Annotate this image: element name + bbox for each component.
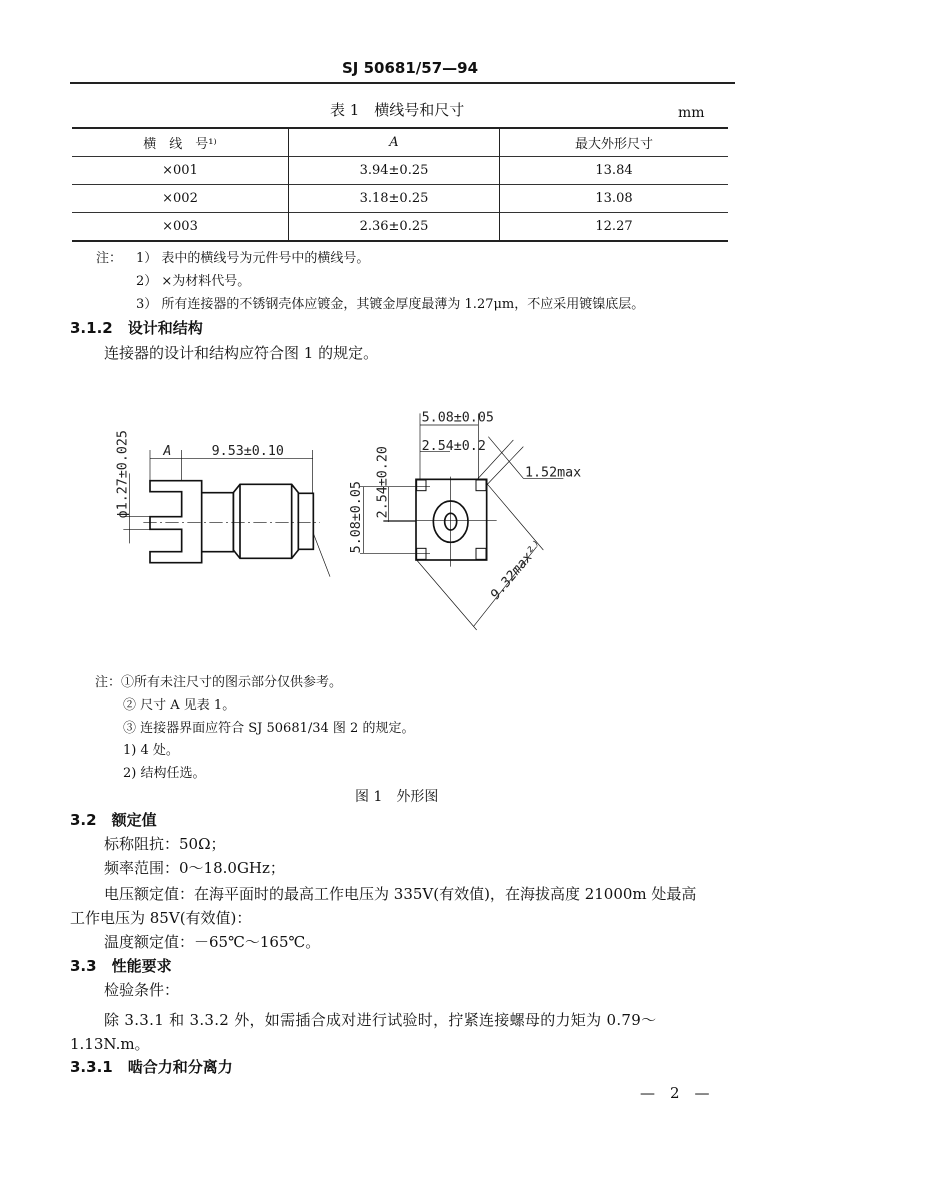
cell: 13.84: [500, 157, 729, 185]
figure-note: 1) 4 处。: [123, 743, 179, 758]
section-heading: 3.3 性能要求: [70, 957, 172, 975]
cell: ×002: [162, 191, 198, 206]
paragraph: 连接器的设计和结构应符合图 1 的规定。: [104, 344, 379, 362]
dimensions-table: [72, 127, 728, 242]
page-number: — 2 —: [640, 1084, 710, 1102]
table-row: [72, 157, 728, 185]
cell: 12.27: [500, 213, 729, 242]
table-caption: 表 1 横线号和尺寸: [330, 101, 465, 119]
dim-diag: 9.32max²⁾: [488, 537, 547, 603]
dim-half-top: 2.54±0.2: [421, 439, 486, 454]
cell: 3.94±0.25: [289, 157, 500, 185]
dim-a: A: [163, 444, 172, 459]
cell: 3.18±0.25: [289, 185, 500, 213]
paragraph: 除 3.3.1 和 3.3.2 外，如需插合成对进行试验时，拧紧连接螺母的力矩为 0.79～: [104, 1011, 657, 1029]
cell: 13.08: [500, 185, 729, 213]
dim-length: 9.53±0.10: [211, 444, 284, 459]
cell: ×003: [162, 219, 198, 234]
column-header: 横 线 号¹⁾: [143, 137, 217, 152]
section-heading: 3.2 额定值: [70, 811, 157, 829]
cell: ×001: [162, 163, 198, 178]
figure-note: ② 尺寸 A 见表 1。: [123, 698, 236, 713]
table-row: [72, 185, 728, 213]
paragraph: 1.13N.m。: [70, 1035, 150, 1053]
notes-label: 注：: [96, 251, 123, 266]
table-row: [72, 213, 728, 242]
paragraph: 电压额定值：在海平面时的最高工作电压为 335V(有效值)，在海拔高度 21000m 处最高: [104, 885, 697, 903]
paragraph: 标称阻抗：50Ω；: [104, 835, 226, 853]
column-header: 最大外形尺寸: [500, 128, 729, 157]
section-heading: 3.3.1 啮合力和分离力: [70, 1058, 233, 1076]
cell: 2.36±0.25: [289, 213, 500, 242]
table-note: 2） ×为材料代号。: [136, 274, 251, 289]
table-unit: mm: [678, 105, 705, 121]
column-header: A: [289, 128, 500, 157]
table-note: 1） 表中的横线号为元件号中的横线号。: [136, 251, 370, 266]
dim-width-top: 5.08±0.05: [421, 410, 494, 426]
paragraph: 频率范围：0～18.0GHz；: [104, 859, 285, 877]
table-header-row: [72, 128, 728, 157]
figure-note: 注：①所有未注尺寸的图示部分仅供参考。: [95, 675, 343, 690]
header-rule: [70, 82, 735, 84]
figure-caption: 图 1 外形图: [355, 789, 439, 805]
front-view: [349, 411, 581, 630]
paragraph: 温度额定值：－65℃～165℃。: [104, 933, 321, 951]
document-number: SJ 50681/57—94: [342, 59, 479, 77]
figure-note: 2) 结构任选。: [123, 766, 206, 781]
outline-drawing: [100, 400, 740, 640]
section-heading: 3.1.2 设计和结构: [70, 319, 203, 337]
dim-half-side: 2.54±0.20: [375, 446, 391, 519]
dim-pin-dia: ϕ1.27±0.025: [115, 430, 131, 519]
dim-corner: 1.52max: [525, 465, 582, 481]
table-note: 3） 所有连接器的不锈钢壳体应镀金，其镀金厚度最薄为 1.27μm，不应采用镀镍底层。: [136, 297, 645, 312]
figure-note: ③ 连接器界面应符合 SJ 50681/34 图 2 的规定。: [123, 721, 415, 736]
dim-height-side: 5.08±0.05: [349, 481, 364, 554]
paragraph: 检验条件：: [104, 981, 180, 999]
side-view: [116, 430, 330, 577]
paragraph: 工作电压为 85V(有效值)：: [70, 909, 252, 927]
